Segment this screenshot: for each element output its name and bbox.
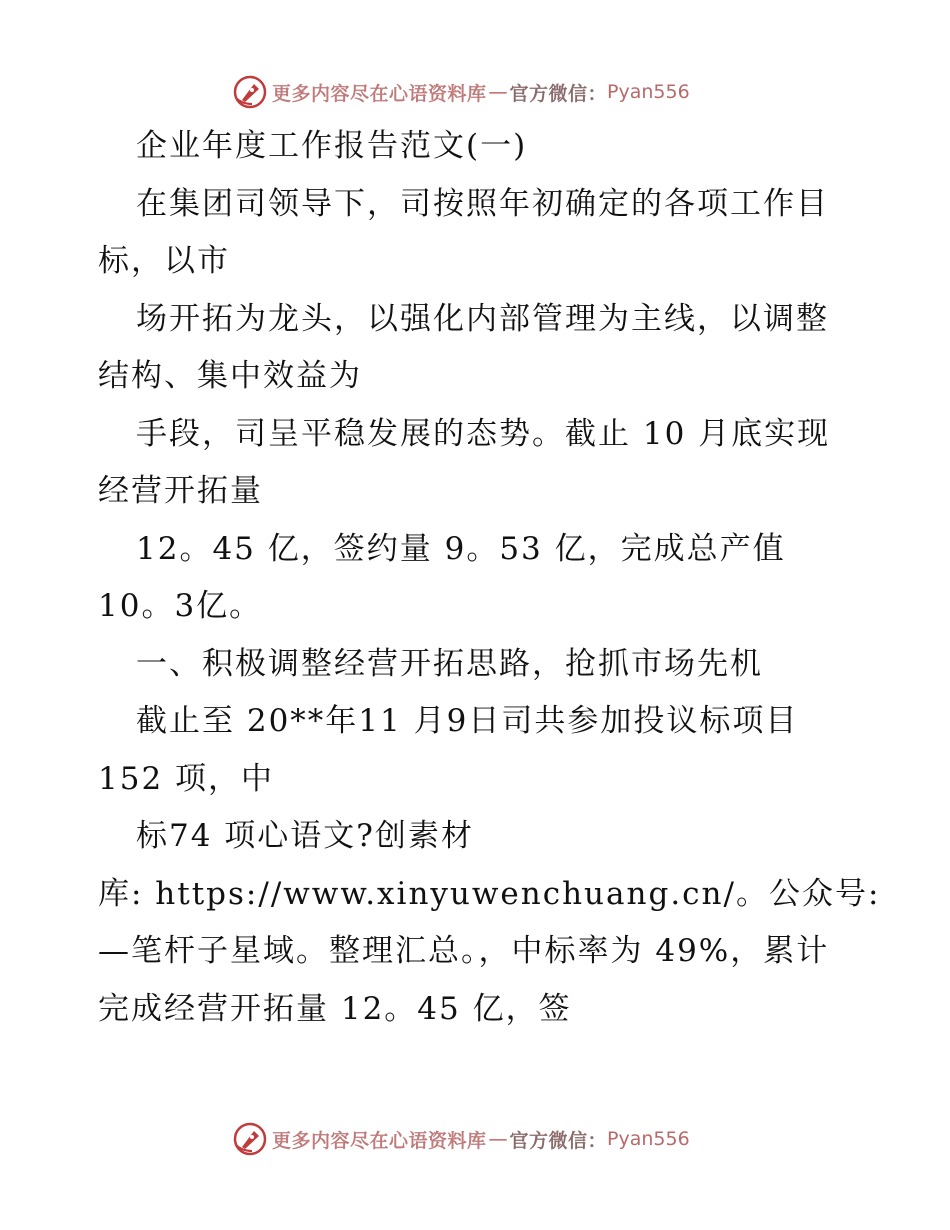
banner-wechat-label: 官方微信： [509,1129,608,1152]
paragraph-line: 标74 项心语文?创素材 [136,818,474,854]
banner-wechat-id: Pyan556 [607,81,690,103]
header-banner-content [232,70,690,114]
paragraph-line: 12。45 亿，签约量 9。53 亿，完成总产值 [136,530,786,567]
paragraph-line: 10。3亿。 [98,588,263,624]
pen-nib-circle-icon [232,1121,268,1157]
banner-slogan: 更多内容尽在心语资料库 [272,1129,487,1152]
paragraph-line: 152 项，中 [98,760,275,797]
footer-banner [0,1117,950,1161]
paragraph-line: 完成经营开拓量 12。45 亿，签 [98,990,572,1027]
paragraph-line: 结构、集中效益为 [98,358,362,394]
header-banner [0,70,950,114]
banner-separator: — [488,81,508,103]
document-title: 企业年度工作报告范文(一) [136,128,528,164]
banner-wechat-id: Pyan556 [607,1128,690,1150]
paragraph-line: 经营开拓量 [98,473,263,509]
paragraph-line: 场开拓为龙头，以强化内部管理为主线，以调整 [136,300,829,337]
paragraph-line: 手段，司呈平稳发展的态势。截止 10 月底实现 [136,415,831,452]
paragraph-line: 库: https://www.xinyuwenchuang.cn/。公众号: [98,875,881,912]
banner-wechat-label: 官方微信： [509,82,608,105]
footer-banner-content [232,1117,690,1161]
paragraph-line: —笔杆子星域。整理汇总。，中标率为 49%，累计 [98,933,830,969]
document-body [98,118,881,1038]
section-heading: 一、积极调整经营开拓思路，抢抓市场先机 [136,645,763,682]
banner-slogan: 更多内容尽在心语资料库 [272,82,487,105]
paragraph-line: 标，以市 [98,243,230,279]
paragraph-line: 截止至 20**年11 月9日司共参加投议标项目 [136,703,799,739]
paragraph-line: 在集团司领导下，司按照年初确定的各项工作目 [136,185,829,222]
pen-nib-circle-icon [232,74,268,110]
banner-separator: — [488,1128,508,1150]
